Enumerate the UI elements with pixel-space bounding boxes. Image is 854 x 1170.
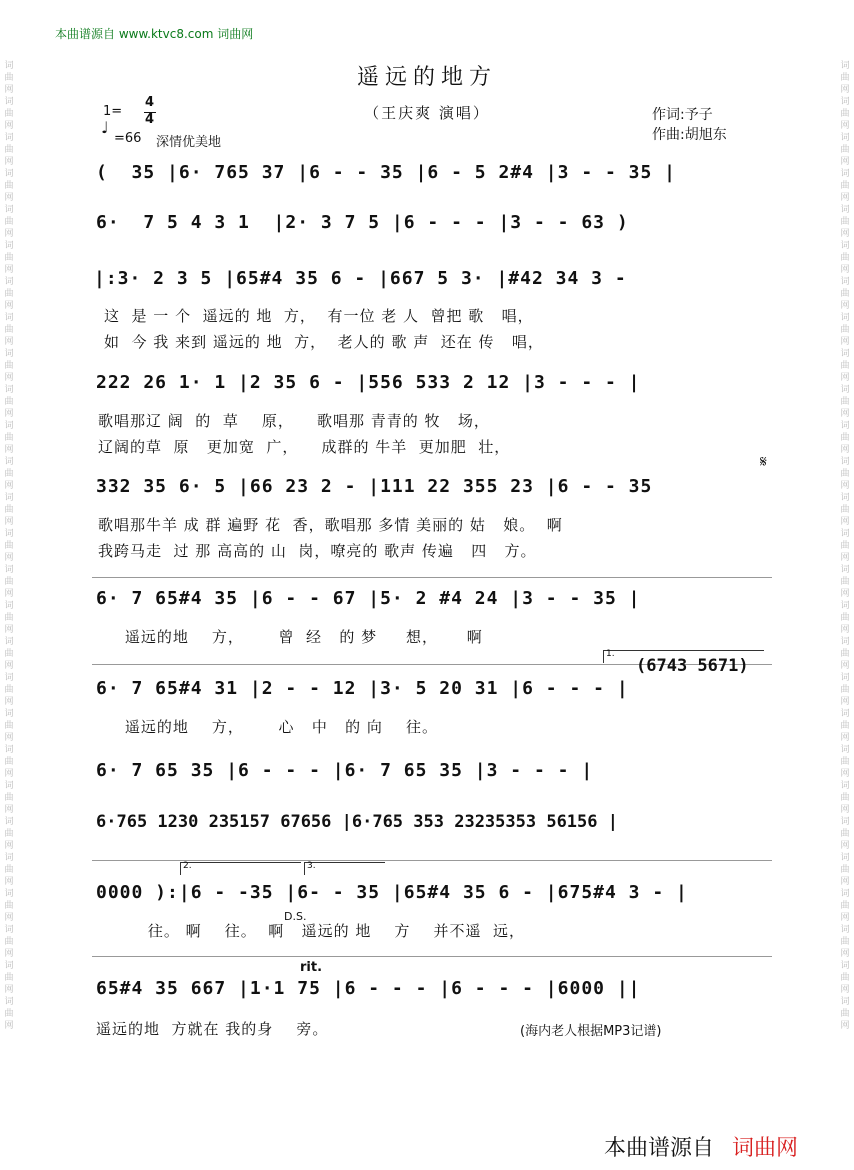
left-watermark: 词曲网词曲网词曲网词曲网词曲网词曲网词曲网词曲网词曲网词曲网词曲网词曲网词曲网词曲网词曲网词曲网词曲网词曲网词曲网词曲网词曲网词曲网词曲网词曲网词曲网词曲网词曲网 bbox=[4, 61, 14, 1031]
footer-site-name: 词曲网 bbox=[732, 1136, 799, 1161]
lyric-row-3-verse-1: 这 是 一 个 遥远的 地 方， 有一位 老 人 曾把 歌 唱， bbox=[104, 307, 534, 325]
expression-mark: 深情优美地 bbox=[156, 135, 222, 150]
lyricist-credit: 作词:予子 bbox=[652, 107, 713, 123]
volta-bracket-3: 3. bbox=[304, 862, 385, 875]
lyric-row-7: 遥远的地 方， 心 中 的 向 往。 bbox=[96, 718, 438, 736]
song-title: 遥远的地方 bbox=[356, 65, 497, 90]
flourish-notes: (6743 5671) bbox=[636, 656, 749, 676]
music-row-2: 6· 7 5 4 3 1 |2· 3 7 5 |6 - - - |3 - - 63 ) bbox=[96, 212, 629, 233]
music-row-9: 6·765 1230 235157 67656 |6·765 353 23235353 56156 | bbox=[96, 812, 618, 832]
right-watermark: 词曲网词曲网词曲网词曲网词曲网词曲网词曲网词曲网词曲网词曲网词曲网词曲网词曲网词曲网词曲网词曲网词曲网词曲网词曲网词曲网词曲网词曲网词曲网词曲网词曲网词曲网词曲网 bbox=[840, 61, 850, 1031]
source-header: 本曲谱源自 www.ktvc8.com 词曲网 bbox=[55, 27, 254, 41]
volta-bracket-1: 1. bbox=[603, 650, 764, 663]
footer-source bbox=[590, 1106, 798, 1162]
quarter-note-icon: ♩ bbox=[101, 118, 109, 137]
music-row-7: 6· 7 65#4 31 |2 - - 12 |3· 5 20 31 |6 - - - | bbox=[96, 678, 629, 699]
row-6-top-line bbox=[92, 577, 772, 578]
row-10-top-line bbox=[92, 860, 772, 861]
music-row-10: 0000 ):|6 - -35 |6- - 35 |65#4 35 6 - |675#4 3 - | bbox=[96, 882, 688, 903]
music-row-6: 6· 7 65#4 35 |6 - - 67 |5· 2 #4 24 |3 - - 35 | bbox=[96, 588, 641, 609]
music-row-3: |:3· 2 3 5 |65#4 35 6 - |667 5 3· |#42 34 3 - bbox=[94, 268, 627, 289]
tempo-mark: =66 bbox=[114, 131, 142, 146]
music-row-1: ( 35 |6· 765 37 |6 - - 35 |6 - 5 2#4 |3 - - 35 | bbox=[96, 162, 677, 183]
rit-mark: rit. bbox=[300, 960, 323, 975]
key-signature: 1= bbox=[103, 104, 123, 119]
footer-text: 本曲谱源自 bbox=[604, 1136, 715, 1161]
lyric-row-4-verse-2: 辽阔的草 原 更加宽 广， 成群的 牛羊 更加肥 壮， bbox=[98, 438, 511, 456]
segno-icon: 𝄋 bbox=[760, 452, 767, 471]
music-row-8: 6· 7 65 35 |6 - - - |6· 7 65 35 |3 - - - | bbox=[96, 760, 594, 781]
lyric-row-6: 遥远的地 方， 曾 经 的 梦 想， 啊 bbox=[96, 628, 483, 646]
music-row-4: 222 26 1· 1 |2 35 6 - |556 533 2 12 |3 - - - | bbox=[96, 372, 641, 393]
music-row-11: 65#4 35 667 |1·1 75 |6 - - - |6 - - - |6000 || bbox=[96, 978, 641, 999]
row-11-top-line bbox=[92, 956, 772, 957]
lyric-row-3-verse-2: 如 今 我 来到 遥远的 地 方， 老人的 歌 声 还在 传 唱， bbox=[104, 333, 544, 351]
lyric-row-5-verse-2: 我跨马走 过 那 高高的 山 岗，嘹亮的 歌声 传遍 四 方。 bbox=[98, 542, 537, 560]
time-sig-top: 4 bbox=[145, 95, 155, 110]
music-row-5: 332 35 6· 5 |66 23 2 - |111 22 355 23 |6 - - 35 bbox=[96, 476, 653, 497]
lyric-row-4-verse-1: 歌唱那辽 阔 的 草 原， 歌唱那 青青的 牧 场， bbox=[98, 412, 490, 430]
transcriber-note: (海内老人根据MP3记谱) bbox=[520, 1024, 662, 1039]
volta-bracket-2: 2. bbox=[180, 862, 301, 875]
song-subtitle: （王庆爽 演唱） bbox=[364, 104, 490, 122]
ds-mark: D.S. bbox=[284, 910, 307, 923]
lyric-row-11: 遥远的地 方就在 我的身 旁。 bbox=[96, 1020, 329, 1038]
lyric-row-10: 往。 啊 往。 啊 遥远的 地 方 并不遥 远， bbox=[96, 922, 526, 940]
time-sig-bottom: 4 bbox=[145, 112, 155, 127]
lyric-row-5-verse-1: 歌唱那牛羊 成 群 遍野 花 香，歌唱那 多情 美丽的 姑 娘。 啊 bbox=[98, 516, 563, 534]
composer-credit: 作曲:胡旭东 bbox=[652, 127, 727, 143]
